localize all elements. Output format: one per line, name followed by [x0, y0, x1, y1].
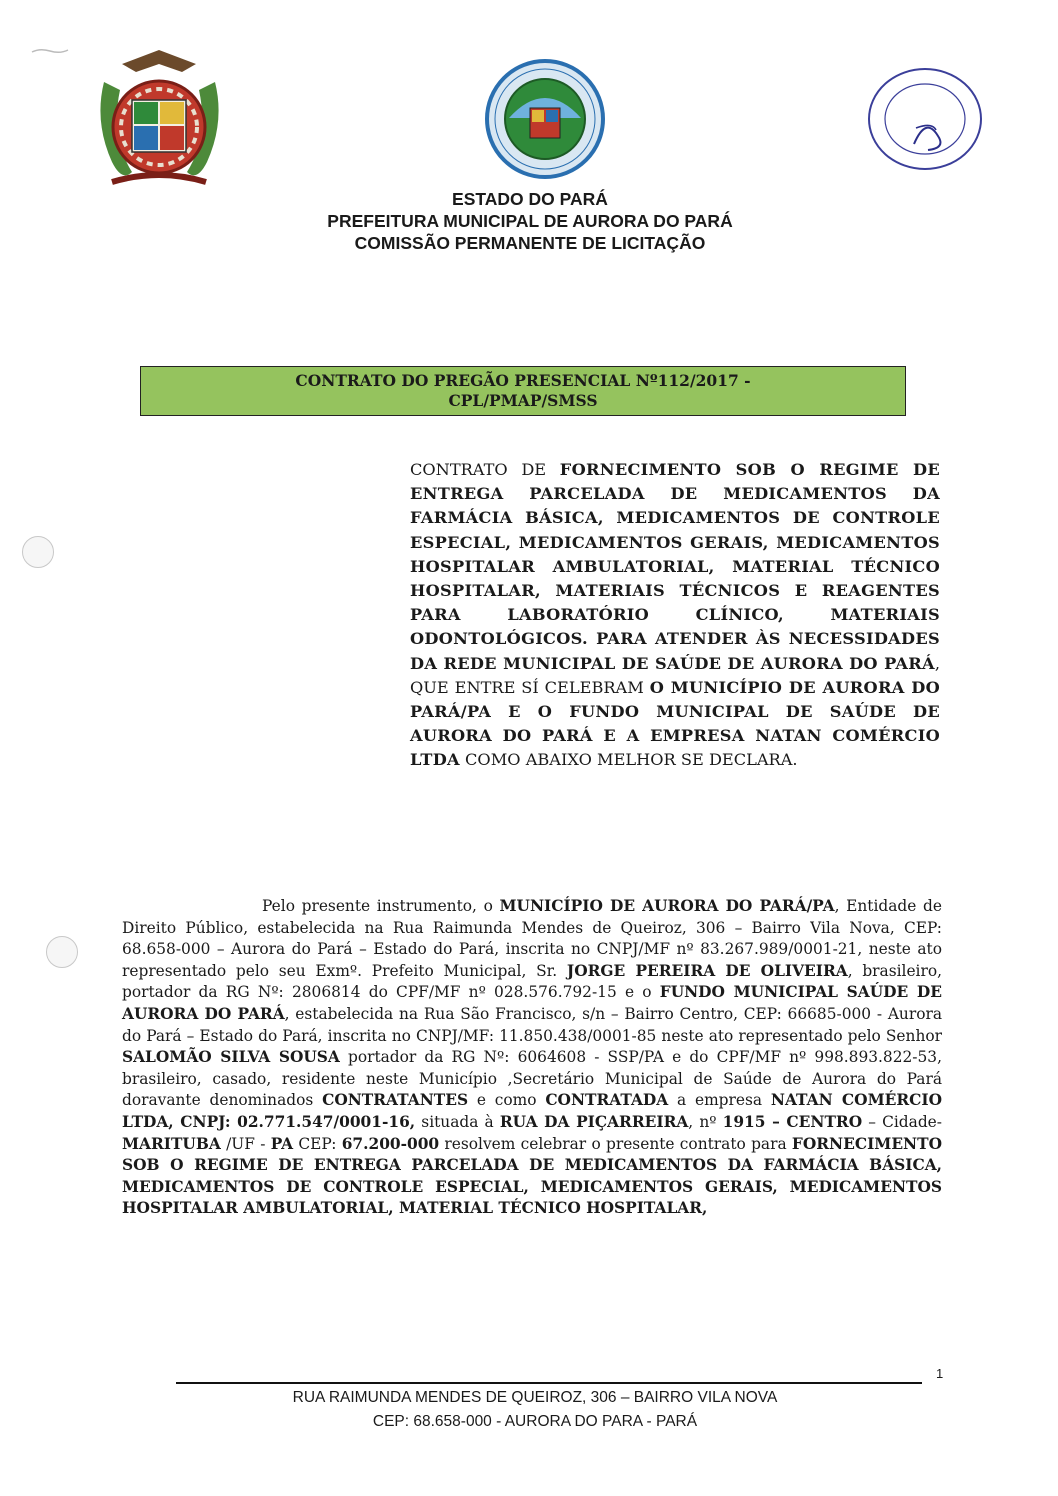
body-text: portador da RG Nº: 6064608 - SSP/PA e do CPF/MF nº 998.893.822-53, brasileiro, casado, residente neste Município ,Secretário Municipal de Saúde de Aurora do Pará doravante denominados [122, 1048, 942, 1110]
body-text: , brasileiro, portador da RG Nº: 2806814 do CPF/MF nº 028.576.792-15 e o [122, 961, 942, 1002]
document-header [250, 188, 810, 254]
body-text: a empresa [668, 1091, 771, 1110]
commission-name: COMISSÃO PERMANENTE DE LICITAÇÃO [354, 233, 706, 253]
ementa-text: , QUE ENTRE SÍ CELEBRAM [410, 653, 940, 697]
prefecture-name: PREFEITURA MUNICIPAL DE AURORA DO PARÁ [327, 211, 733, 231]
document-footer [150, 1386, 920, 1434]
body-bold: FORNECIMENTO SOB O REGIME DE ENTREGA PARCELADA DE MEDICAMENTOS DA FARMÁCIA BÁSICA, MEDICAMENTOS DE CONTROLE ESPECIAL, MEDICAMENTOS GERAIS, MEDICAMENTOS HOSPITALAR AMBULATORIAL, MATERIAL TÉCNICO HOSPITALAR, [122, 1134, 942, 1218]
contract-title-box [140, 366, 906, 416]
footer-divider [176, 1382, 922, 1384]
body-text: Pelo presente instrumento, o [262, 897, 500, 915]
body-bold: FUNDO MUNICIPAL SAÚDE DE AURORA DO PARÁ [122, 983, 942, 1023]
body-bold: PA [270, 1134, 294, 1153]
page-number: 1 [936, 1366, 944, 1381]
contract-title-line1: CONTRATO DO PREGÃO PRESENCIAL Nº112/2017 - [295, 371, 751, 390]
body-paragraph [122, 896, 942, 1220]
body-bold: 67.200-000 [341, 1134, 440, 1153]
body-text: , nº [688, 1112, 723, 1131]
body-text: resolvem celebrar o presente contrato para [439, 1134, 792, 1153]
body-bold: MUNICÍPIO DE AURORA DO PARÁ/PA [499, 897, 835, 915]
body-bold: SALOMÃO SILVA SOUSA [122, 1048, 340, 1067]
state-name: ESTADO DO PARÁ [452, 189, 608, 209]
punch-hole [22, 536, 54, 568]
punch-hole [46, 936, 78, 968]
body-text: e como [468, 1091, 546, 1110]
footer-address: RUA RAIMUNDA MENDES DE QUEIROZ, 306 – BAIRRO VILA NOVA [292, 1389, 778, 1406]
body-bold: NATAN COMÉRCIO LTDA, CNPJ: 02.771.547/0001-16, [122, 1091, 942, 1131]
ementa-bold: O MUNICÍPIO DE AURORA DO PARÁ/PA E O FUNDO MUNICIPAL DE SAÚDE DE AURORA DO PARÁ E A EMPRESA NATAN COMÉRCIO LTDA [410, 677, 940, 770]
contract-body [122, 896, 942, 1220]
body-text: , estabelecida na Rua São Francisco, s/n – Bairro Centro, CEP: 66685-000 - Aurora do Pará – Estado do Pará, inscrita no CNPJ/MF: 11.850.438/0001-85 neste ato representado pelo Senhor [122, 1004, 942, 1045]
licitation-stamp-icon [866, 66, 984, 172]
footer-cep: CEP: 68.658-000 - AURORA DO PARA - PARÁ [372, 1413, 698, 1430]
ementa-text: CONTRATO DE [410, 460, 560, 479]
body-text: CEP: [293, 1134, 342, 1153]
body-bold: JORGE PEREIRA DE OLIVEIRA [566, 961, 848, 980]
body-bold: MARITUBA [122, 1134, 221, 1153]
scan-mark [30, 46, 70, 56]
ementa-bold: FORNECIMENTO SOB O REGIME DE ENTREGA PARCELADA DE MEDICAMENTOS DA FARMÁCIA BÁSICA, MEDICAMENTOS DE CONTROLE ESPECIAL, MEDICAMENTOS GERAIS, MEDICAMENTOS HOSPITALAR AMBULATORIAL, MATERIAL TÉCNICO HOSPITALAR, MATERIAIS TÉCNICOS E REAGENTES PARA LABORATÓRIO CLÍNICO, MATERIAIS ODONTOLÓGICOS. PARA ATENDER ÀS NECESSIDADES DA REDE MUNICIPAL DE SAÚDE DE AURORA DO PARÁ [410, 460, 941, 673]
municipal-seal-icon [484, 58, 606, 180]
coat-of-arms-icon [92, 42, 227, 192]
body-bold: 1915 – CENTRO [722, 1112, 863, 1131]
body-text: , Entidade de Direito Público, estabelecida na Rua Raimunda Mendes de Queiroz, 306 – Bairro Vila Nova, CEP: 68.658-000 – Aurora do Pará – Estado do Pará, inscrita no CNPJ/MF nº 83.267.989/0001-21, neste ato representado pelo seu Exmº. Prefeito Municipal, Sr. [122, 897, 942, 980]
body-text: /UF - [220, 1134, 271, 1153]
contract-title-line2: CPL/PMAP/SMSS [448, 391, 598, 410]
ementa-text: COMO ABAIXO MELHOR SE DECLARA. [459, 750, 798, 770]
body-text: – Cidade- [862, 1112, 942, 1131]
body-text: situada à [415, 1112, 500, 1131]
body-bold: RUA DA PIÇARREIRA [499, 1112, 689, 1131]
contract-ementa [410, 458, 940, 773]
body-bold: CONTRATANTES [322, 1091, 469, 1110]
body-bold: CONTRATADA [545, 1091, 669, 1110]
